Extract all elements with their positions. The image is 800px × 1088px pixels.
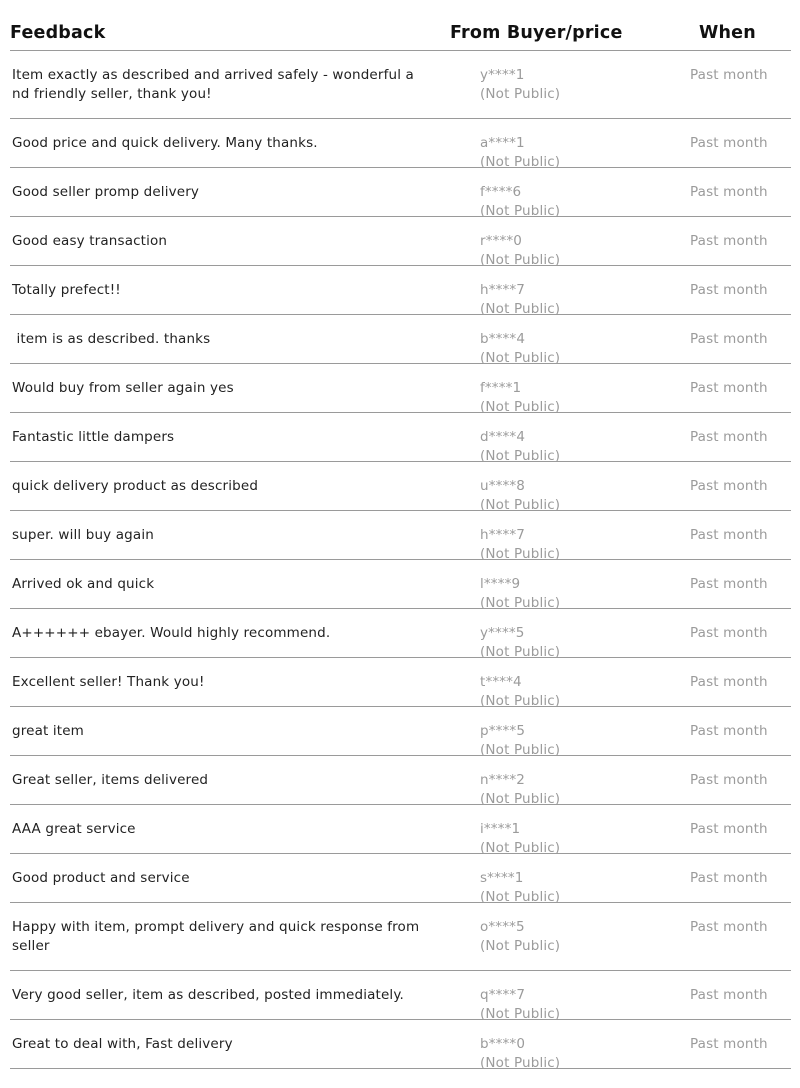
feedback-text: Very good seller, item as described, posted immediately. — [12, 987, 404, 1003]
feedback-text: super. will buy again — [12, 527, 154, 543]
buyer-cell — [480, 1035, 560, 1073]
buyer-cell — [480, 428, 560, 466]
table-row — [10, 364, 791, 413]
buyer-visibility: (Not Public) — [480, 497, 561, 513]
buyer-visibility: (Not Public) — [480, 86, 561, 102]
table-row — [10, 315, 791, 364]
feedback-text: Good seller promp delivery — [12, 184, 200, 200]
buyer-id: u****8 — [480, 478, 526, 494]
buyer-id: t****4 — [480, 674, 522, 690]
feedback-text: Totally prefect!! — [12, 282, 121, 298]
table-row — [10, 266, 791, 315]
buyer-visibility: (Not Public) — [480, 791, 561, 807]
feedback-rows — [10, 51, 791, 1069]
feedback-when: Past month — [690, 919, 768, 935]
buyer-id: q****7 — [480, 987, 526, 1003]
buyer-id: y****1 — [480, 67, 525, 83]
feedback-when: Past month — [690, 576, 768, 592]
table-row — [10, 756, 791, 805]
feedback-text: Excellent seller! Thank you! — [12, 674, 205, 690]
feedback-when: Past month — [690, 380, 768, 396]
feedback-text: Item exactly as described and arrived safely - wonderful and friendly seller, thank you! — [12, 67, 414, 102]
feedback-text: Arrived ok and quick — [12, 576, 155, 592]
buyer-id: a****1 — [480, 135, 525, 151]
feedback-text: A++++++ ebayer. Would highly recommend. — [12, 625, 331, 641]
buyer-cell — [480, 918, 560, 956]
buyer-cell — [480, 526, 560, 564]
buyer-visibility: (Not Public) — [480, 154, 561, 170]
buyer-cell — [480, 281, 560, 319]
buyer-visibility: (Not Public) — [480, 938, 561, 954]
buyer-visibility: (Not Public) — [480, 350, 561, 366]
feedback-when: Past month — [690, 772, 768, 788]
buyer-id: h****7 — [480, 282, 526, 298]
buyer-id: f****1 — [480, 380, 522, 396]
feedback-when: Past month — [690, 233, 768, 249]
buyer-id: b****0 — [480, 1036, 526, 1052]
feedback-text: Would buy from seller again yes — [12, 380, 234, 396]
feedback-when: Past month — [690, 67, 768, 83]
buyer-cell — [480, 379, 560, 417]
buyer-cell — [480, 232, 560, 270]
buyer-id: r****0 — [480, 233, 523, 249]
feedback-when: Past month — [690, 625, 768, 641]
buyer-id: y****5 — [480, 625, 525, 641]
feedback-when: Past month — [690, 723, 768, 739]
buyer-visibility: (Not Public) — [480, 448, 561, 464]
buyer-visibility: (Not Public) — [480, 1006, 561, 1022]
table-row — [10, 658, 791, 707]
buyer-id: f****6 — [480, 184, 522, 200]
buyer-id: n****2 — [480, 772, 526, 788]
buyer-id: d****4 — [480, 429, 526, 445]
from-buyer-column-header: From Buyer/price — [450, 23, 623, 43]
table-row — [10, 707, 791, 756]
buyer-cell — [480, 330, 560, 368]
feedback-when: Past month — [690, 527, 768, 543]
buyer-visibility: (Not Public) — [480, 840, 561, 856]
buyer-id: b****4 — [480, 331, 526, 347]
buyer-visibility: (Not Public) — [480, 399, 561, 415]
buyer-visibility: (Not Public) — [480, 889, 561, 905]
feedback-when: Past month — [690, 821, 768, 837]
table-row — [10, 805, 791, 854]
feedback-text: Good easy transaction — [12, 233, 168, 249]
buyer-id: l****9 — [480, 576, 521, 592]
buyer-visibility: (Not Public) — [480, 203, 561, 219]
feedback-column-header: Feedback — [10, 23, 106, 43]
buyer-visibility: (Not Public) — [480, 742, 561, 758]
buyer-cell — [480, 575, 560, 613]
buyer-cell — [480, 771, 560, 809]
table-row — [10, 168, 791, 217]
buyer-visibility: (Not Public) — [480, 301, 561, 317]
feedback-when: Past month — [690, 184, 768, 200]
table-row — [10, 971, 791, 1020]
table-row — [10, 1020, 791, 1069]
feedback-when: Past month — [690, 429, 768, 445]
table-row — [10, 51, 791, 119]
feedback-when: Past month — [690, 870, 768, 886]
feedback-when: Past month — [690, 331, 768, 347]
buyer-id: o****5 — [480, 919, 525, 935]
feedback-when: Past month — [690, 478, 768, 494]
buyer-cell — [480, 986, 560, 1024]
feedback-when: Past month — [690, 135, 768, 151]
buyer-cell — [480, 477, 560, 515]
table-row — [10, 217, 791, 266]
table-row — [10, 854, 791, 903]
feedback-when: Past month — [690, 674, 768, 690]
buyer-visibility: (Not Public) — [480, 693, 561, 709]
feedback-text: great item — [12, 723, 84, 739]
table-row — [10, 903, 791, 971]
buyer-cell — [480, 820, 560, 858]
buyer-cell — [480, 183, 560, 221]
feedback-text: quick delivery product as described — [12, 478, 259, 494]
table-row — [10, 560, 791, 609]
feedback-table — [10, 0, 791, 1069]
buyer-visibility: (Not Public) — [480, 252, 561, 268]
when-column-header: When — [699, 23, 756, 43]
feedback-text: Good price and quick delivery. Many thanks. — [12, 135, 318, 151]
table-row — [10, 609, 791, 658]
buyer-id: i****1 — [480, 821, 521, 837]
table-row — [10, 119, 791, 168]
buyer-cell — [480, 869, 560, 907]
feedback-text: Great to deal with, Fast delivery — [12, 1036, 233, 1052]
buyer-id: h****7 — [480, 527, 526, 543]
feedback-text: Great seller, items delivered — [12, 772, 209, 788]
feedback-text: item is as described. thanks — [12, 331, 211, 347]
feedback-when: Past month — [690, 1036, 768, 1052]
buyer-visibility: (Not Public) — [480, 595, 561, 611]
buyer-cell — [480, 673, 560, 711]
table-row — [10, 511, 791, 560]
buyer-cell — [480, 134, 560, 172]
buyer-id: p****5 — [480, 723, 526, 739]
feedback-text: Fantastic little dampers — [12, 429, 175, 445]
buyer-visibility: (Not Public) — [480, 1055, 561, 1071]
feedback-when: Past month — [690, 987, 768, 1003]
table-row — [10, 413, 791, 462]
feedback-text: AAA great service — [12, 821, 136, 837]
buyer-visibility: (Not Public) — [480, 546, 561, 562]
feedback-text: Good product and service — [12, 870, 190, 886]
buyer-cell — [480, 66, 560, 104]
buyer-cell — [480, 722, 560, 760]
buyer-cell — [480, 624, 560, 662]
buyer-id: s****1 — [480, 870, 524, 886]
feedback-when: Past month — [690, 282, 768, 298]
table-row — [10, 462, 791, 511]
buyer-visibility: (Not Public) — [480, 644, 561, 660]
feedback-text: Happy with item, prompt delivery and quick response from seller — [12, 919, 424, 954]
table-header — [10, 0, 791, 51]
